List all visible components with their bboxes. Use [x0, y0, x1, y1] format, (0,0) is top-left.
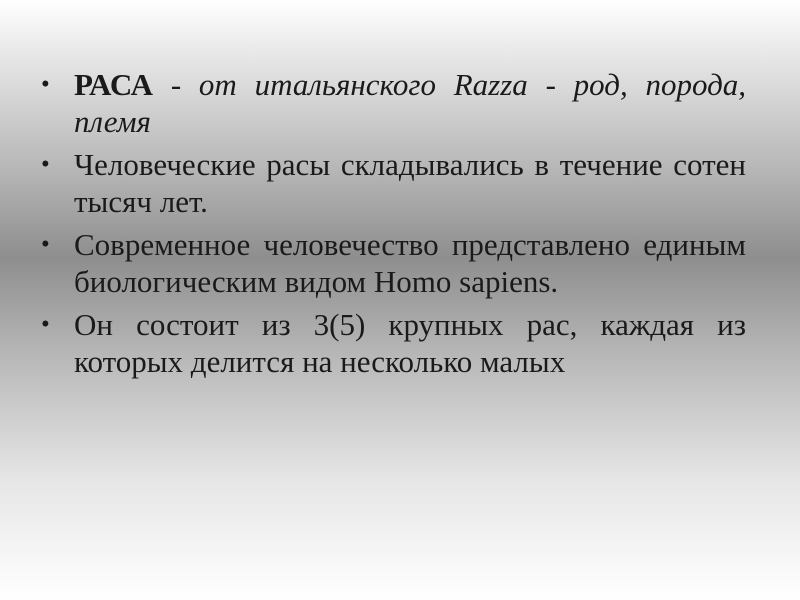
- term-definition: - от итальянского Razza - род, порода, племя: [74, 67, 746, 139]
- bullet-item-species: [38, 226, 746, 300]
- bullet-text: Человеческие расы складывались в течение сотен тысяч лет.: [74, 147, 746, 219]
- bullet-item-formation: [38, 146, 746, 220]
- bullet-text: Современное человечество представлено единым биологическим видом Homo sapiens.: [74, 227, 746, 299]
- bullet-icon: •: [41, 231, 50, 258]
- bullet-item-races: [38, 306, 746, 380]
- bullet-text: Он состоит из 3(5) крупных рас, каждая из которых делится на несколько малых: [74, 307, 746, 379]
- bullet-list: [38, 66, 746, 386]
- bullet-icon: •: [41, 71, 50, 98]
- term-text: РАСА: [74, 67, 154, 102]
- bullet-item-definition: [38, 66, 746, 140]
- bullet-icon: •: [41, 311, 50, 338]
- bullet-icon: •: [41, 151, 50, 178]
